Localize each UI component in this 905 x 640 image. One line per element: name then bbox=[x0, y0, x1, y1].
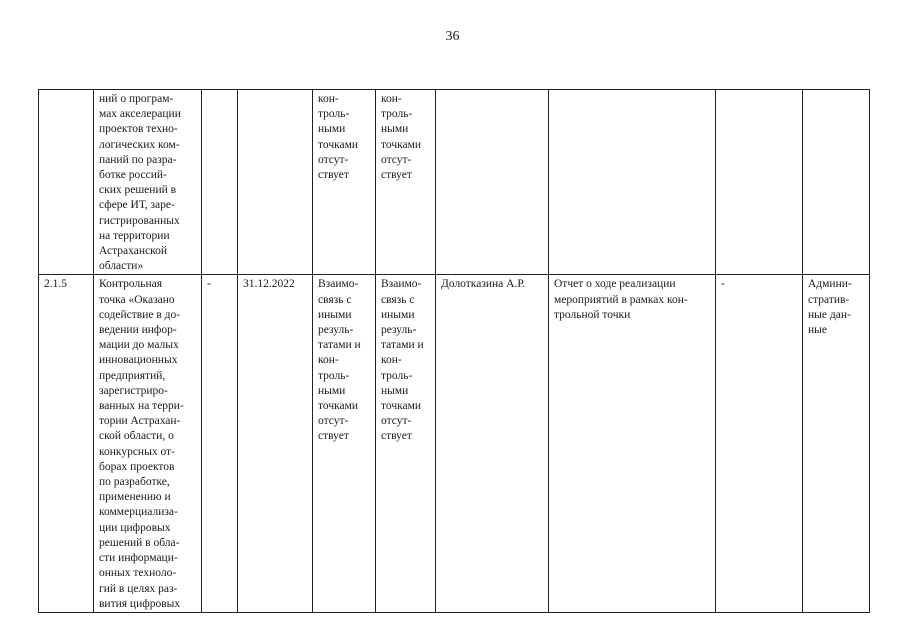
cell-line: мероприятий в рамках кон- bbox=[554, 293, 688, 306]
cell-line: ствует bbox=[318, 169, 349, 182]
cell-line: ванных на терри- bbox=[99, 400, 184, 413]
cell-number: 2.1.5 bbox=[39, 275, 94, 612]
cell-line: на территории bbox=[99, 229, 170, 242]
cell-line: Астраханской bbox=[99, 245, 168, 258]
cell-line: Отчет о ходе реализации bbox=[554, 278, 676, 291]
cell-line: ные дан- bbox=[808, 308, 851, 321]
cell-link-previous bbox=[313, 90, 376, 275]
cell-line: содействие в до- bbox=[99, 308, 181, 321]
cell-line: точками bbox=[381, 138, 422, 151]
cell-line: борах проектов bbox=[99, 460, 175, 473]
cell-line: ской области, о bbox=[99, 430, 174, 443]
table-row bbox=[39, 90, 870, 275]
cell-line: сфере ИТ, заре- bbox=[99, 199, 175, 212]
cell-line: вития цифровых bbox=[99, 597, 181, 610]
cell-line: ными bbox=[381, 123, 409, 136]
cell-line: предприятий, bbox=[99, 369, 166, 382]
table-row bbox=[39, 275, 870, 612]
cell-line: ний о програм- bbox=[99, 93, 174, 105]
cell-data-source bbox=[803, 90, 870, 275]
cell-line: иными bbox=[318, 308, 352, 321]
plan-table bbox=[38, 89, 870, 613]
cell-end-date bbox=[238, 90, 313, 275]
cell-line: по разработке, bbox=[99, 476, 170, 489]
cell-line: точками bbox=[318, 138, 359, 151]
cell-line: ные bbox=[808, 324, 827, 337]
cell-line: ными bbox=[318, 384, 346, 397]
cell-info-system bbox=[716, 90, 803, 275]
cell-line: ными bbox=[381, 384, 409, 397]
cell-line: Контрольная bbox=[99, 278, 163, 291]
cell-line: троль- bbox=[381, 369, 413, 382]
cell-line: ских решений в bbox=[99, 184, 177, 197]
cell-line: точками bbox=[318, 400, 359, 413]
cell-line: мах акселерации bbox=[99, 108, 181, 121]
cell-number bbox=[39, 90, 94, 275]
cell-line: логических ком- bbox=[99, 138, 180, 151]
cell-start-date: - bbox=[202, 275, 238, 612]
cell-line: отсут- bbox=[381, 153, 412, 166]
cell-line: области» bbox=[99, 260, 144, 273]
cell-line: кон- bbox=[381, 93, 402, 105]
cell-line: связь с bbox=[318, 293, 352, 306]
cell-name bbox=[94, 275, 202, 612]
cell-line: применению и bbox=[99, 491, 171, 504]
cell-line: кон- bbox=[381, 354, 402, 367]
cell-data-source bbox=[803, 275, 870, 612]
cell-line: отсут- bbox=[381, 415, 412, 428]
cell-line: кон- bbox=[318, 354, 339, 367]
cell-line: Взаимо- bbox=[381, 278, 422, 291]
cell-line: онных техноло- bbox=[99, 567, 177, 580]
cell-line: кон- bbox=[318, 93, 339, 105]
cell-line: троль- bbox=[381, 108, 413, 121]
cell-line: ции цифровых bbox=[99, 521, 171, 534]
cell-line: троль- bbox=[318, 369, 350, 382]
cell-line: ствует bbox=[381, 430, 412, 443]
cell-line: татами и bbox=[318, 339, 361, 352]
cell-line: сти информаци- bbox=[99, 552, 178, 565]
cell-line: мации до малых bbox=[99, 339, 179, 352]
cell-line: Админи- bbox=[808, 278, 852, 291]
cell-line: связь с bbox=[381, 293, 415, 306]
page-number: 36 bbox=[445, 29, 460, 44]
cell-start-date bbox=[202, 90, 238, 275]
cell-line: татами и bbox=[381, 339, 424, 352]
cell-line: паний по разра- bbox=[99, 153, 177, 166]
cell-line: гистрированных bbox=[99, 214, 180, 227]
cell-line: тории Астрахан- bbox=[99, 415, 181, 428]
cell-link-next bbox=[376, 275, 436, 612]
cell-line: отсут- bbox=[318, 153, 349, 166]
cell-line: стратив- bbox=[808, 293, 850, 306]
cell-line: троль- bbox=[318, 108, 350, 121]
cell-end-date: 31.12.2022 bbox=[238, 275, 313, 612]
cell-link-previous bbox=[313, 275, 376, 612]
cell-line: ботке россий- bbox=[99, 169, 167, 182]
cell-document bbox=[549, 90, 716, 275]
cell-line: отсут- bbox=[318, 415, 349, 428]
cell-line: конкурсных от- bbox=[99, 445, 175, 458]
cell-line: трольной точки bbox=[554, 308, 631, 321]
cell-line: проектов техно- bbox=[99, 123, 178, 136]
cell-line: ными bbox=[318, 123, 346, 136]
cell-line: ствует bbox=[318, 430, 349, 443]
cell-line: инновационных bbox=[99, 354, 178, 367]
cell-line: решений в обла- bbox=[99, 536, 180, 549]
cell-document bbox=[549, 275, 716, 612]
cell-name bbox=[94, 90, 202, 275]
cell-info-system: - bbox=[716, 275, 803, 612]
cell-link-next bbox=[376, 90, 436, 275]
cell-line: точка «Оказано bbox=[99, 293, 175, 306]
cell-line: ствует bbox=[381, 169, 412, 182]
cell-line: резуль- bbox=[318, 324, 354, 337]
cell-line: резуль- bbox=[381, 324, 417, 337]
cell-line: гий в целях раз- bbox=[99, 582, 178, 595]
cell-responsible: Долотказина А.Р. bbox=[436, 275, 549, 612]
cell-line: Взаимо- bbox=[318, 278, 359, 291]
cell-responsible bbox=[436, 90, 549, 275]
cell-line: зарегистриро- bbox=[99, 384, 168, 397]
cell-line: иными bbox=[381, 308, 415, 321]
cell-line: коммерциализа- bbox=[99, 506, 178, 519]
cell-line: ведении инфор- bbox=[99, 324, 177, 337]
cell-line: точками bbox=[381, 400, 422, 413]
